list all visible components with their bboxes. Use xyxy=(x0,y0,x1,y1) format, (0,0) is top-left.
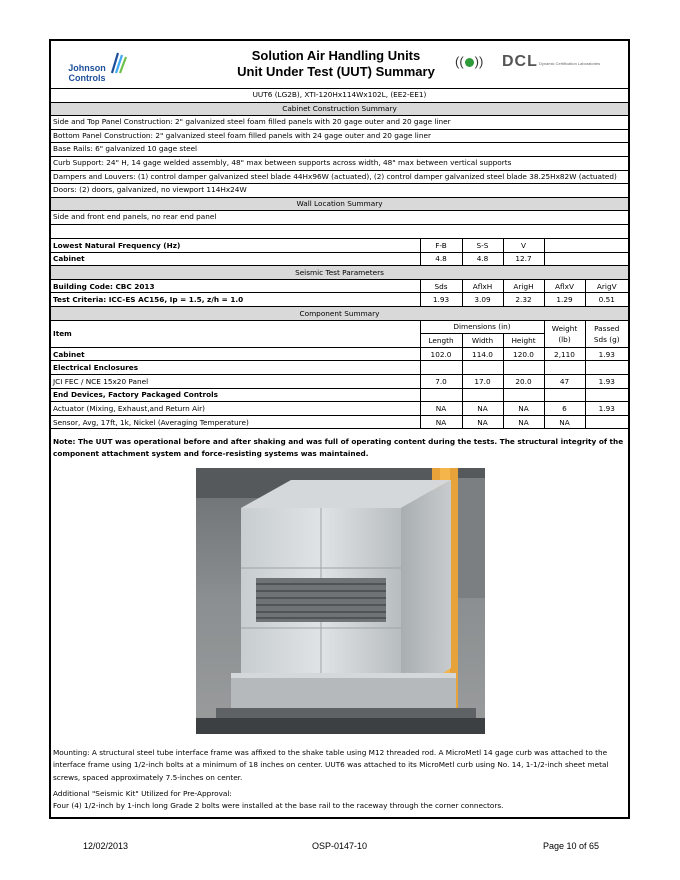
component-row xyxy=(51,361,628,375)
signal-icon: (( )) xyxy=(455,54,484,69)
component-name: Electrical Enclosures xyxy=(51,361,420,375)
component-weight: 47 xyxy=(544,374,585,388)
component-heading-row xyxy=(51,307,628,321)
component-height xyxy=(503,388,544,402)
component-name: Sensor, Avg, 17ft, 1k, Nickel (Averaging Temperature) xyxy=(51,415,420,429)
building-code: Building Code: CBC 2013 xyxy=(51,279,420,293)
seismic-value-row xyxy=(51,293,628,307)
freq-value: 12.7 xyxy=(503,252,544,266)
construction-item: Dampers and Louvers: (1) control damper galvanized steel blade 44Hx96W (actuated), (2) control damper galvanized steel blade 38.25Hx82W (actuated) xyxy=(51,171,628,185)
component-width: NA xyxy=(462,402,503,416)
component-length: NA xyxy=(420,415,462,429)
test-criteria: Test Criteria: ICC-ES AC156, Ip = 1.5, z/h = 1.0 xyxy=(51,293,420,307)
seismic-header-row xyxy=(51,279,628,293)
section-heading-components: Component Summary xyxy=(51,307,628,321)
frequency-header-row xyxy=(51,239,628,253)
wave-icon xyxy=(109,51,129,75)
page-header xyxy=(51,41,628,89)
footer-doc-id: OSP-0147-10 xyxy=(312,841,368,851)
empty-cell xyxy=(544,239,628,253)
component-height: 120.0 xyxy=(503,347,544,361)
frequency-value-row xyxy=(51,252,628,266)
passed-header: Passed Sds (g) xyxy=(585,320,628,347)
section-heading-seismic: Seismic Test Parameters xyxy=(51,266,628,280)
component-name: JCI FEC / NCE 15x20 Panel xyxy=(51,374,420,388)
component-length: 102.0 xyxy=(420,347,462,361)
uut-photo xyxy=(196,468,485,734)
component-row xyxy=(51,415,628,429)
seismic-value: 2.32 xyxy=(503,293,544,307)
component-length xyxy=(420,388,462,402)
component-passed: 1.93 xyxy=(585,347,628,361)
mounting-text: Mounting: A structural steel tube interface frame was affixed to the shake table using M12 threaded rod. A MicroMetl 14 gage curb was attached to the interface frame using 1/2-inch bolts at a minimum of 18 inches on center. UUT6 was attached to its MicroMetl curb using No. 14, 1-1/2-inch sheet metal screws, spaced approximately 7.5-inches on center. xyxy=(53,748,609,782)
component-name: Actuator (Mixing, Exhaust,and Return Air) xyxy=(51,402,420,416)
page-title: Solution Air Handling Units Unit Under Test (UUT) Summary xyxy=(237,48,435,79)
component-width xyxy=(462,388,503,402)
component-name: End Devices, Factory Packaged Controls xyxy=(51,388,420,402)
seismic-value: 1.93 xyxy=(420,293,462,307)
empty-cell xyxy=(544,252,628,266)
component-weight: 2,110 xyxy=(544,347,585,361)
construction-item: Bottom Panel Construction: 2" galvanized steel foam filled panels with 24 gage outer and 20 gage liner xyxy=(51,130,628,144)
weight-header: Weight (lb) xyxy=(544,320,585,347)
seismic-kit-heading: Additional "Seismic Kit" Utilized for Pre-Approval: xyxy=(53,789,232,798)
component-passed: 1.93 xyxy=(585,374,628,388)
component-length xyxy=(420,361,462,375)
test-note: Note: The UUT was operational before and after shaking and was full of operating content during the tests. The structural integrity of the component attachment system and force-resisting systems was maintained. xyxy=(53,437,624,459)
component-passed xyxy=(585,388,628,402)
freq-header: F-B xyxy=(420,239,462,253)
component-row xyxy=(51,402,628,416)
component-name: Cabinet xyxy=(51,347,420,361)
dcl-logo: (( )) DCL Dynamic Certification Laboratories xyxy=(455,53,601,70)
component-length: NA xyxy=(420,402,462,416)
document-page xyxy=(49,39,630,819)
seismic-kit-text: Four (4) 1/2-inch by 1-inch long Grade 2 bolts were installed at the base rail to the raceway through the corner connectors. xyxy=(53,801,504,810)
wall-location-text: Side and front end panels, no rear end panel xyxy=(51,211,628,225)
item-header: Item xyxy=(51,320,420,347)
component-width: 17.0 xyxy=(462,374,503,388)
seismic-heading-row xyxy=(51,266,628,280)
frequency-row-label: Cabinet xyxy=(51,252,420,266)
footer-page: Page 10 of 65 xyxy=(543,841,600,851)
component-width: 114.0 xyxy=(462,347,503,361)
component-passed xyxy=(585,415,628,429)
dimensions-header: Dimensions (in) xyxy=(420,320,544,334)
seismic-value: 3.09 xyxy=(462,293,503,307)
component-height: 20.0 xyxy=(503,374,544,388)
component-width xyxy=(462,361,503,375)
footer-date: 12/02/2013 xyxy=(83,841,129,851)
construction-item: Doors: (2) doors, galvanized, no viewport 114Hx24W xyxy=(51,184,628,198)
seismic-header: Sds xyxy=(420,279,462,293)
construction-item: Curb Support: 24" H, 14 gage welded assembly, 48" max between supports across width, 48" max between vertical supports xyxy=(51,157,628,171)
logo-text: Johnson Controls xyxy=(68,63,106,83)
freq-value: 4.8 xyxy=(420,252,462,266)
spacer-row xyxy=(51,225,628,239)
length-header: Length xyxy=(420,334,462,348)
width-header: Width xyxy=(462,334,503,348)
component-weight xyxy=(544,361,585,375)
component-weight: NA xyxy=(544,415,585,429)
component-length: 7.0 xyxy=(420,374,462,388)
component-row xyxy=(51,388,628,402)
construction-item: Base Rails: 6" galvanized 10 gage steel xyxy=(51,143,628,157)
component-weight: 6 xyxy=(544,402,585,416)
freq-value: 4.8 xyxy=(462,252,503,266)
component-width: NA xyxy=(462,415,503,429)
seismic-header: ArigV xyxy=(585,279,628,293)
seismic-value: 0.51 xyxy=(585,293,628,307)
component-weight xyxy=(544,388,585,402)
component-height: NA xyxy=(503,415,544,429)
component-header-row-1 xyxy=(51,320,628,334)
seismic-header: AflxV xyxy=(544,279,585,293)
results-table xyxy=(51,239,628,430)
section-heading-wall: Wall Location Summary xyxy=(51,198,628,212)
construction-item: Side and Top Panel Construction: 2" galvanized steel foam filled panels with 20 gage outer and 20 gage liner xyxy=(51,116,628,130)
uut-id: UUT6 (LG2B), XTI-120Hx114Wx102L, (EE2-EE1) xyxy=(51,89,628,103)
seismic-header: AflxH xyxy=(462,279,503,293)
component-height: NA xyxy=(503,402,544,416)
freq-header: S-S xyxy=(462,239,503,253)
component-height xyxy=(503,361,544,375)
height-header: Height xyxy=(503,334,544,348)
component-rows xyxy=(51,347,628,429)
johnson-controls-logo xyxy=(59,49,129,83)
component-passed: 1.93 xyxy=(585,402,628,416)
component-passed xyxy=(585,361,628,375)
seismic-header: ArigH xyxy=(503,279,544,293)
component-row xyxy=(51,347,628,361)
freq-header: V xyxy=(503,239,544,253)
seismic-value: 1.29 xyxy=(544,293,585,307)
component-row xyxy=(51,374,628,388)
section-heading-cabinet: Cabinet Construction Summary xyxy=(51,103,628,117)
frequency-label: Lowest Natural Frequency (Hz) xyxy=(51,239,420,253)
